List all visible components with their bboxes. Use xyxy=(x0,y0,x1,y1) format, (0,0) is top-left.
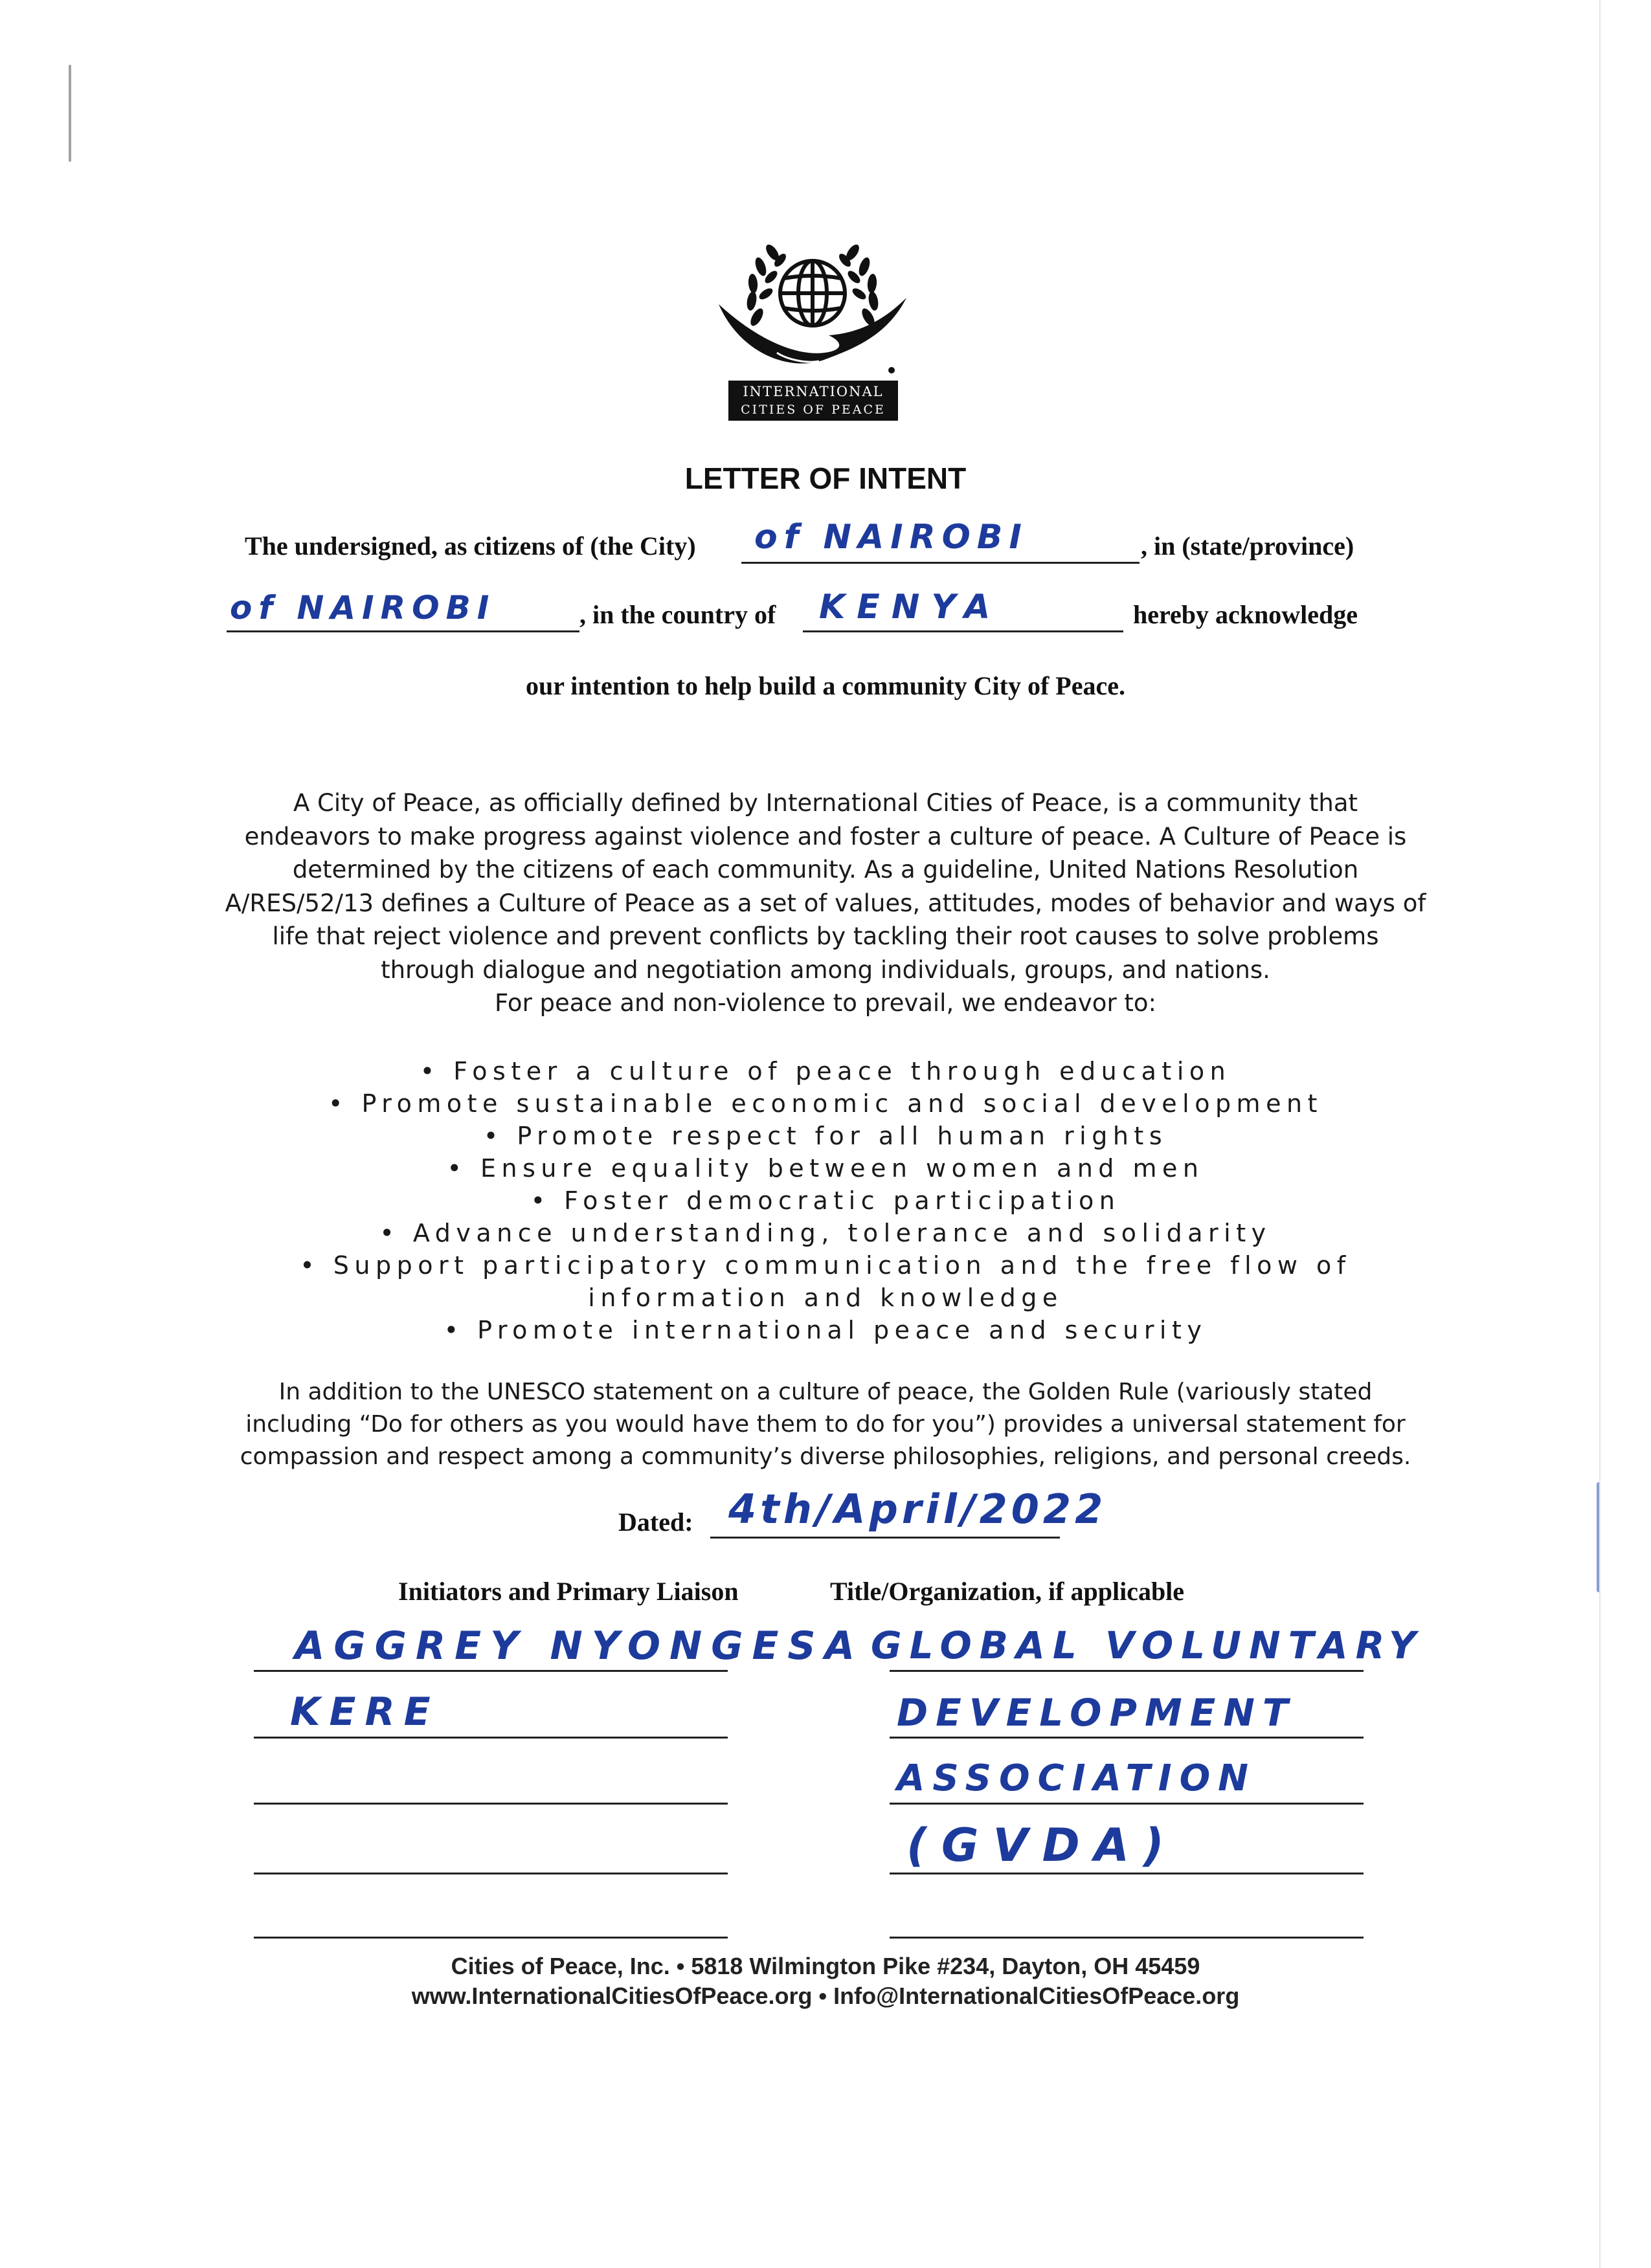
organization-line-3: ASSOCIATION xyxy=(897,1757,1257,1799)
golden-rule-paragraph xyxy=(162,1376,1489,1473)
state-value: of NAIROBI xyxy=(230,589,496,627)
definition-line: life that reject violence and prevent conflicts by tackling their root causes to solve problems xyxy=(272,922,1379,950)
organization-line xyxy=(890,1670,1364,1672)
intro-line-1-suffix: , in (state/province) xyxy=(1141,531,1354,561)
definition-line: through dialogue and negotiation among individuals, groups, and nations. xyxy=(381,955,1270,984)
dove-globe-laurel-icon xyxy=(715,227,910,375)
date-blank xyxy=(710,1537,1060,1539)
definition-line: endeavors to make progress against violence and foster a culture of peace. A Culture of Peace is xyxy=(244,822,1407,850)
organization-header: Title/Organization, if applicable xyxy=(830,1577,1185,1606)
date-value: 4th/April/2022 xyxy=(728,1485,1107,1533)
definition-line: A City of Peace, as officially defined by International Cities of Peace, is a community that xyxy=(293,789,1358,817)
intro-line-2-mid: , in the country of xyxy=(579,600,776,629)
scan-mark xyxy=(69,65,71,162)
intro-line-2-suffix: hereby acknowledge xyxy=(1133,600,1358,629)
intro-line-1-prefix: The undersigned, as citizens of (the City) xyxy=(245,531,696,561)
organization-line xyxy=(890,1937,1364,1939)
organization-line xyxy=(890,1803,1364,1805)
list-item: • Advance understanding, tolerance and solidarity xyxy=(379,1219,1272,1247)
organization-line-2: DEVELOPMENT xyxy=(897,1691,1296,1735)
footer-address: Cities of Peace, Inc. • 5818 Wilmington Pike #234, Dayton, OH 45459 xyxy=(451,1953,1200,1979)
logo-line-1: INTERNATIONAL xyxy=(743,384,884,399)
list-item: • Ensure equality between women and men xyxy=(447,1154,1204,1183)
page-title: LETTER OF INTENT xyxy=(684,461,967,495)
initiator-name-2: KERE xyxy=(290,1689,440,1735)
closing-line: including “Do for others as you would have them to do for you”) provides a universal statement for xyxy=(245,1411,1406,1438)
country-value: KENYA xyxy=(819,588,1002,627)
organization-line-4: (GVDA) xyxy=(906,1819,1178,1872)
closing-line: In addition to the UNESCO statement on a culture of peace, the Golden Rule (variously stated xyxy=(278,1379,1373,1405)
intro-line-3: our intention to help build a community City of Peace. xyxy=(526,671,1125,700)
closing-line: compassion and respect among a community’s diverse philosophies, religions, and personal creeds. xyxy=(240,1443,1411,1470)
endeavor-list xyxy=(162,1055,1489,1346)
definition-line: determined by the citizens of each community. As a guideline, United Nations Resolution xyxy=(292,856,1359,884)
footer-web-email: www.InternationalCitiesOfPeace.org • Info@InternationalCitiesOfPeace.org xyxy=(411,1983,1240,2009)
list-item: • Promote respect for all human rights xyxy=(483,1122,1168,1150)
signature-line xyxy=(254,1670,728,1672)
logo-wordmark xyxy=(728,381,898,421)
logo-line-2: CITIES OF PEACE xyxy=(741,403,886,417)
city-value: of NAIROBI xyxy=(754,518,1028,557)
initiator-name-1: AGGREY NYONGESA xyxy=(295,1623,864,1669)
definition-line: For peace and non-violence to prevail, we endeavor to: xyxy=(494,989,1157,1017)
dated-label: Dated: xyxy=(618,1507,693,1537)
list-item: • Promote sustainable economic and social development xyxy=(328,1089,1323,1118)
city-blank xyxy=(741,562,1140,564)
list-item: information and knowledge xyxy=(588,1284,1063,1312)
cities-of-peace-logo xyxy=(715,227,910,424)
initiators-header: Initiators and Primary Liaison xyxy=(398,1577,739,1606)
definition-paragraph xyxy=(162,786,1489,1020)
organization-line-1: GLOBAL VOLUNTARY xyxy=(871,1623,1424,1667)
state-blank xyxy=(227,630,579,632)
list-item: • Promote international peace and security xyxy=(444,1316,1207,1344)
organization-line xyxy=(890,1873,1364,1874)
organization-line xyxy=(890,1737,1364,1739)
signature-line xyxy=(254,1737,728,1739)
signature-line xyxy=(254,1873,728,1874)
list-item: • Foster a culture of peace through education xyxy=(420,1057,1231,1085)
country-blank xyxy=(803,630,1123,632)
definition-line: A/RES/52/13 defines a Culture of Peace as a set of values, attitudes, modes of behavior and ways of xyxy=(225,889,1426,917)
signature-line xyxy=(254,1937,728,1939)
signature-line xyxy=(254,1803,728,1805)
list-item: • Support participatory communication and the free flow of xyxy=(300,1251,1351,1280)
scan-edge xyxy=(1599,0,1600,2268)
list-item: • Foster democratic participation xyxy=(530,1186,1121,1215)
